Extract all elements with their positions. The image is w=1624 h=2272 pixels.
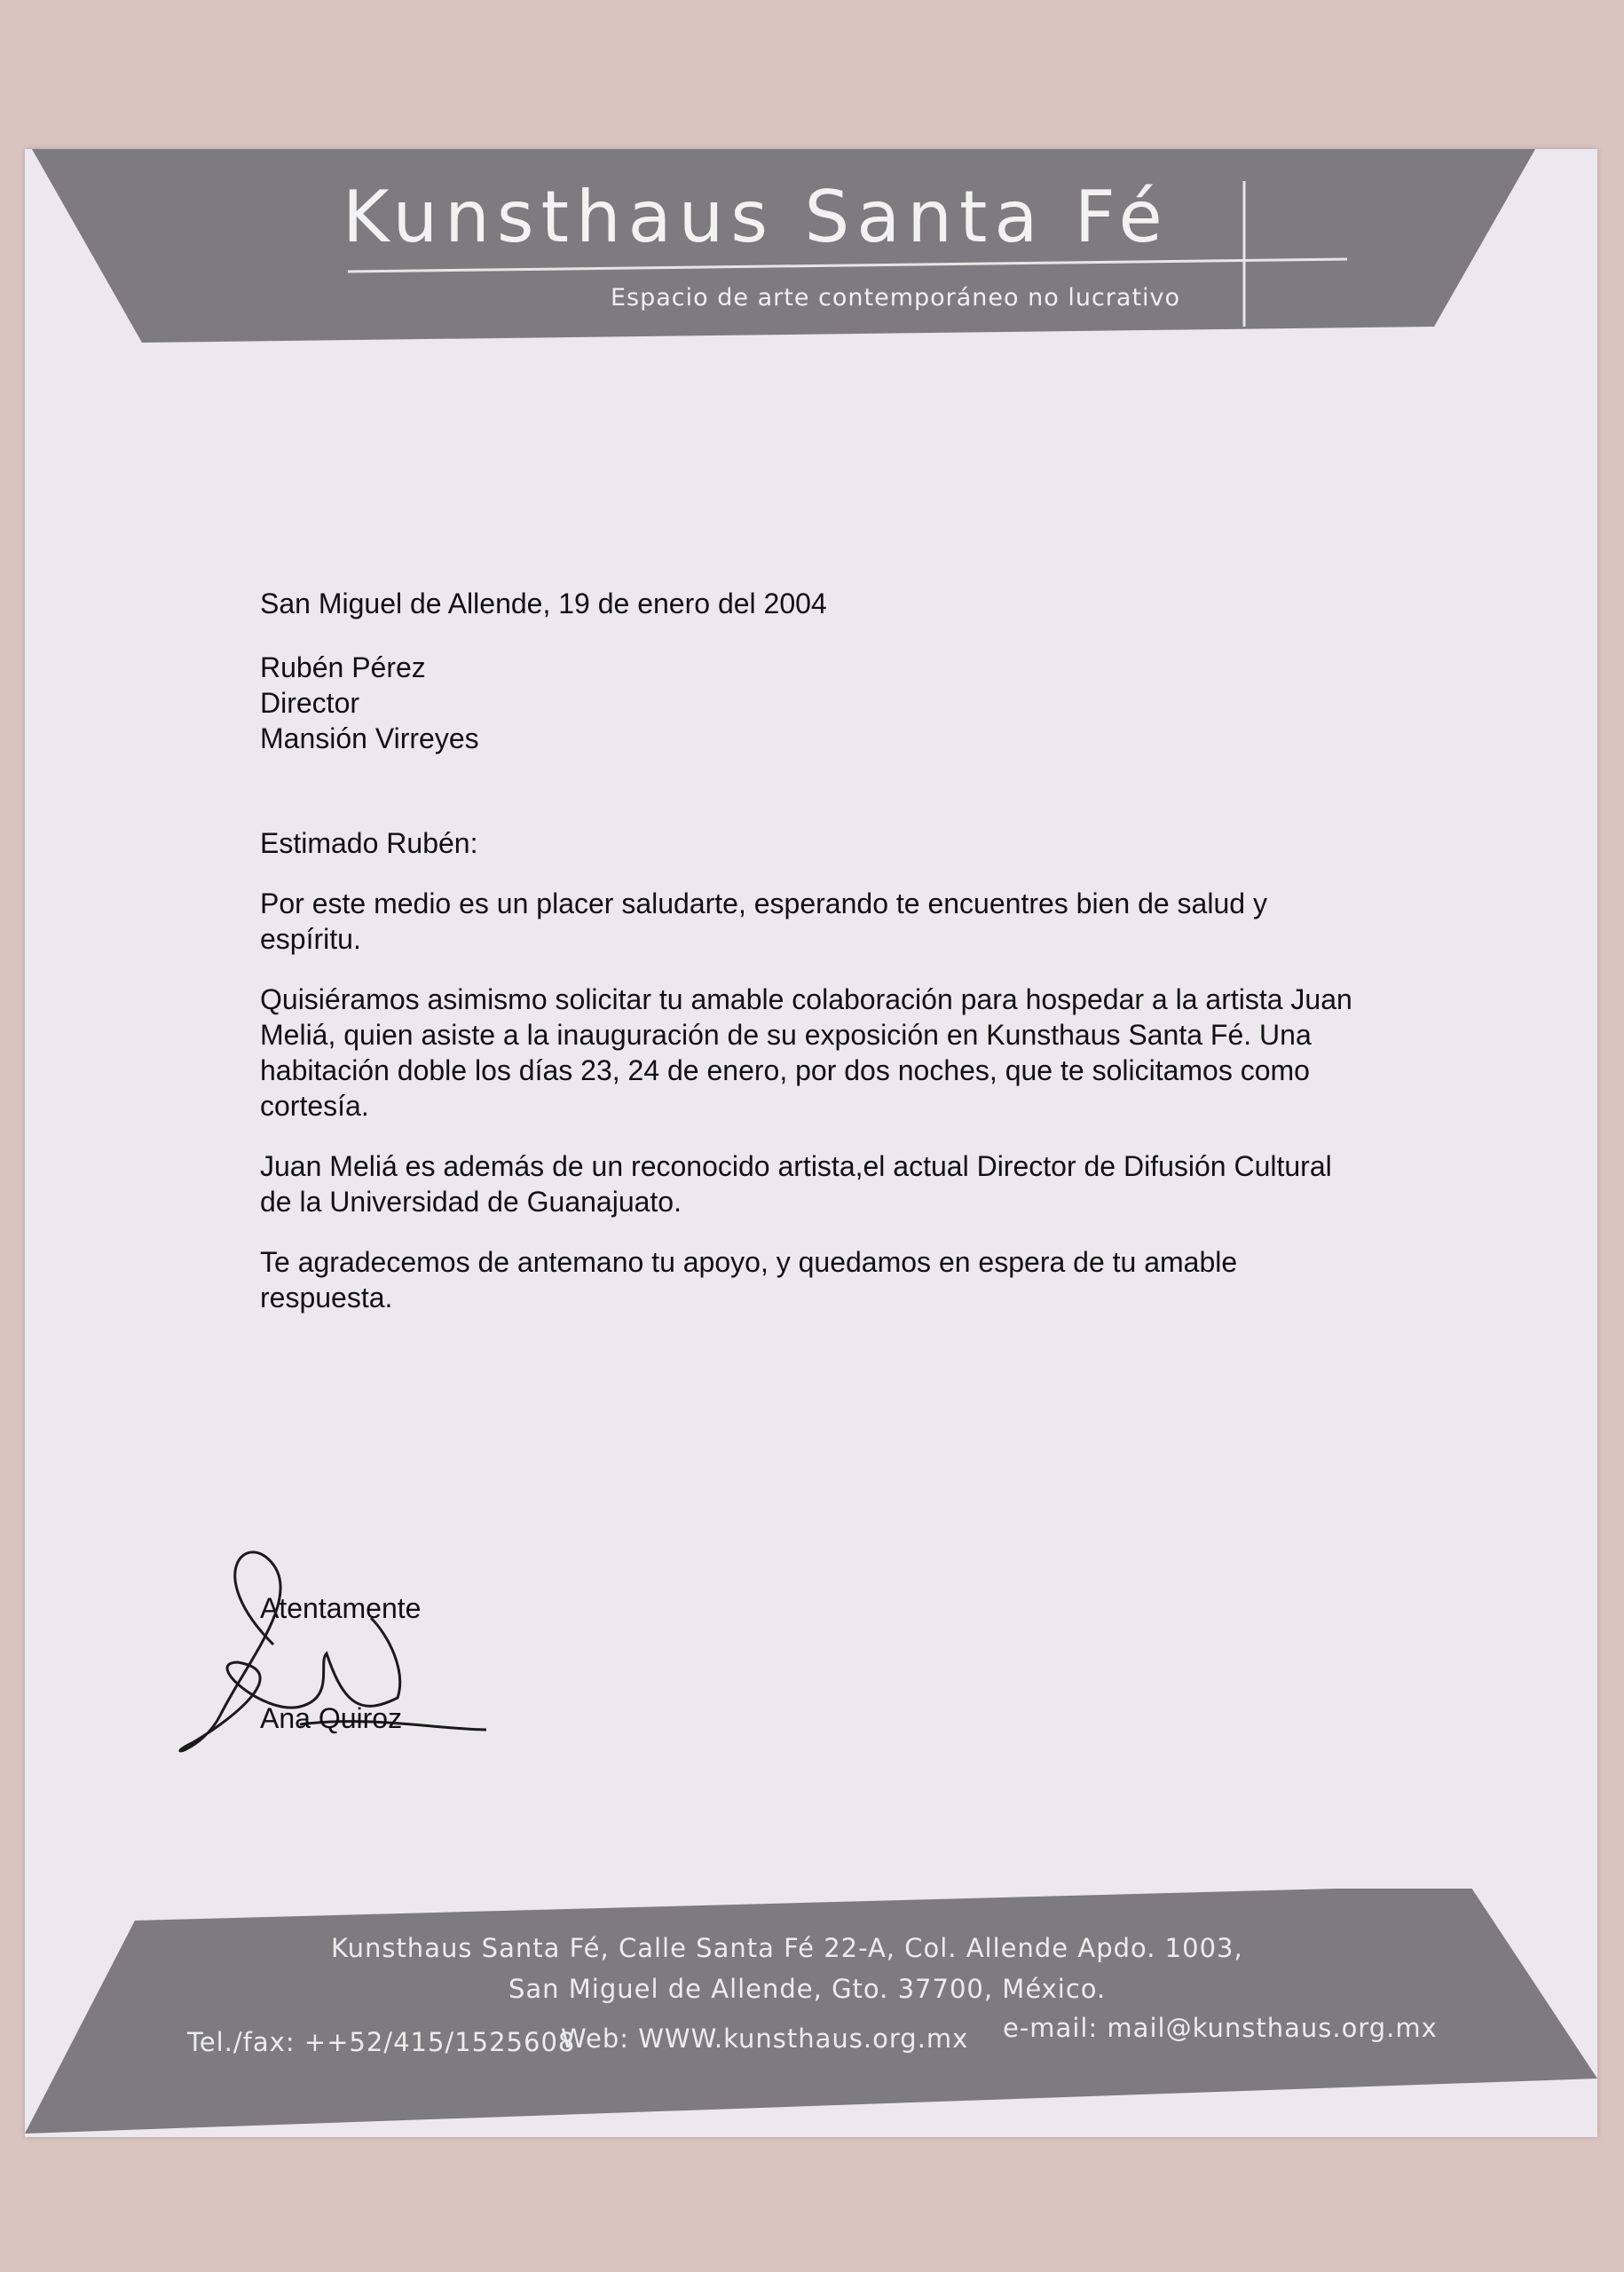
brand-subtitle: Espacio de arte contemporáneo no lucrativo [611, 284, 1181, 312]
recipient-name: Rubén Pérez [260, 651, 426, 683]
footer-band [25, 1889, 1597, 2134]
footer-shape [25, 1889, 1597, 2134]
letter-body [260, 586, 1369, 1315]
recipient-title: Director [260, 687, 360, 719]
footer-address-line-1: Kunsthaus Santa Fé, Calle Santa Fé 22-A, Col. Allende Apdo. 1003, [331, 1933, 1243, 1963]
paragraph: Juan Meliá es además de un reconocido artista,el actual Director de Difusión Cultural de la Universidad de Guanajuato. [260, 1150, 1332, 1218]
paragraph: Quisiéramos asimismo solicitar tu amable colaboración para hospedar a la artista Juan Meliá, quien asiste a la inauguración de su exposición en Kunsthaus Santa Fé. Una habitación doble los días 23, 24 de enero, por dos noches, que te solicitamos como cortesía. [260, 983, 1352, 1122]
footer-email: e-mail: mail@kunsthaus.org.mx [1003, 2013, 1438, 2043]
footer-address-line-2: San Miguel de Allende, Gto. 37700, México. [508, 1974, 1107, 2004]
letter-paper [25, 149, 1597, 2137]
closing: Atentamente [260, 1592, 422, 1624]
brand-title: Kunsthaus Santa Fé [343, 176, 1170, 258]
paragraph: Te agradecemos de antemano tu apoyo, y quedamos en espera de tu amable respuesta. [260, 1246, 1238, 1314]
recipient-org: Mansión Virreyes [260, 722, 479, 754]
footer-web: Web: WWW.kunsthaus.org.mx [561, 2024, 969, 2054]
signer-name: Ana Quiroz [260, 1702, 403, 1734]
salutation: Estimado Rubén: [260, 827, 478, 859]
footer-phone: Tel./fax: ++52/415/1525608 [187, 2027, 576, 2057]
letter-date: San Miguel de Allende, 19 de enero del 2004 [260, 588, 827, 619]
letterhead-band [32, 149, 1542, 346]
paragraph: Por este medio es un placer saludarte, esperando te encuentres bien de salud y espíritu. [260, 888, 1267, 955]
